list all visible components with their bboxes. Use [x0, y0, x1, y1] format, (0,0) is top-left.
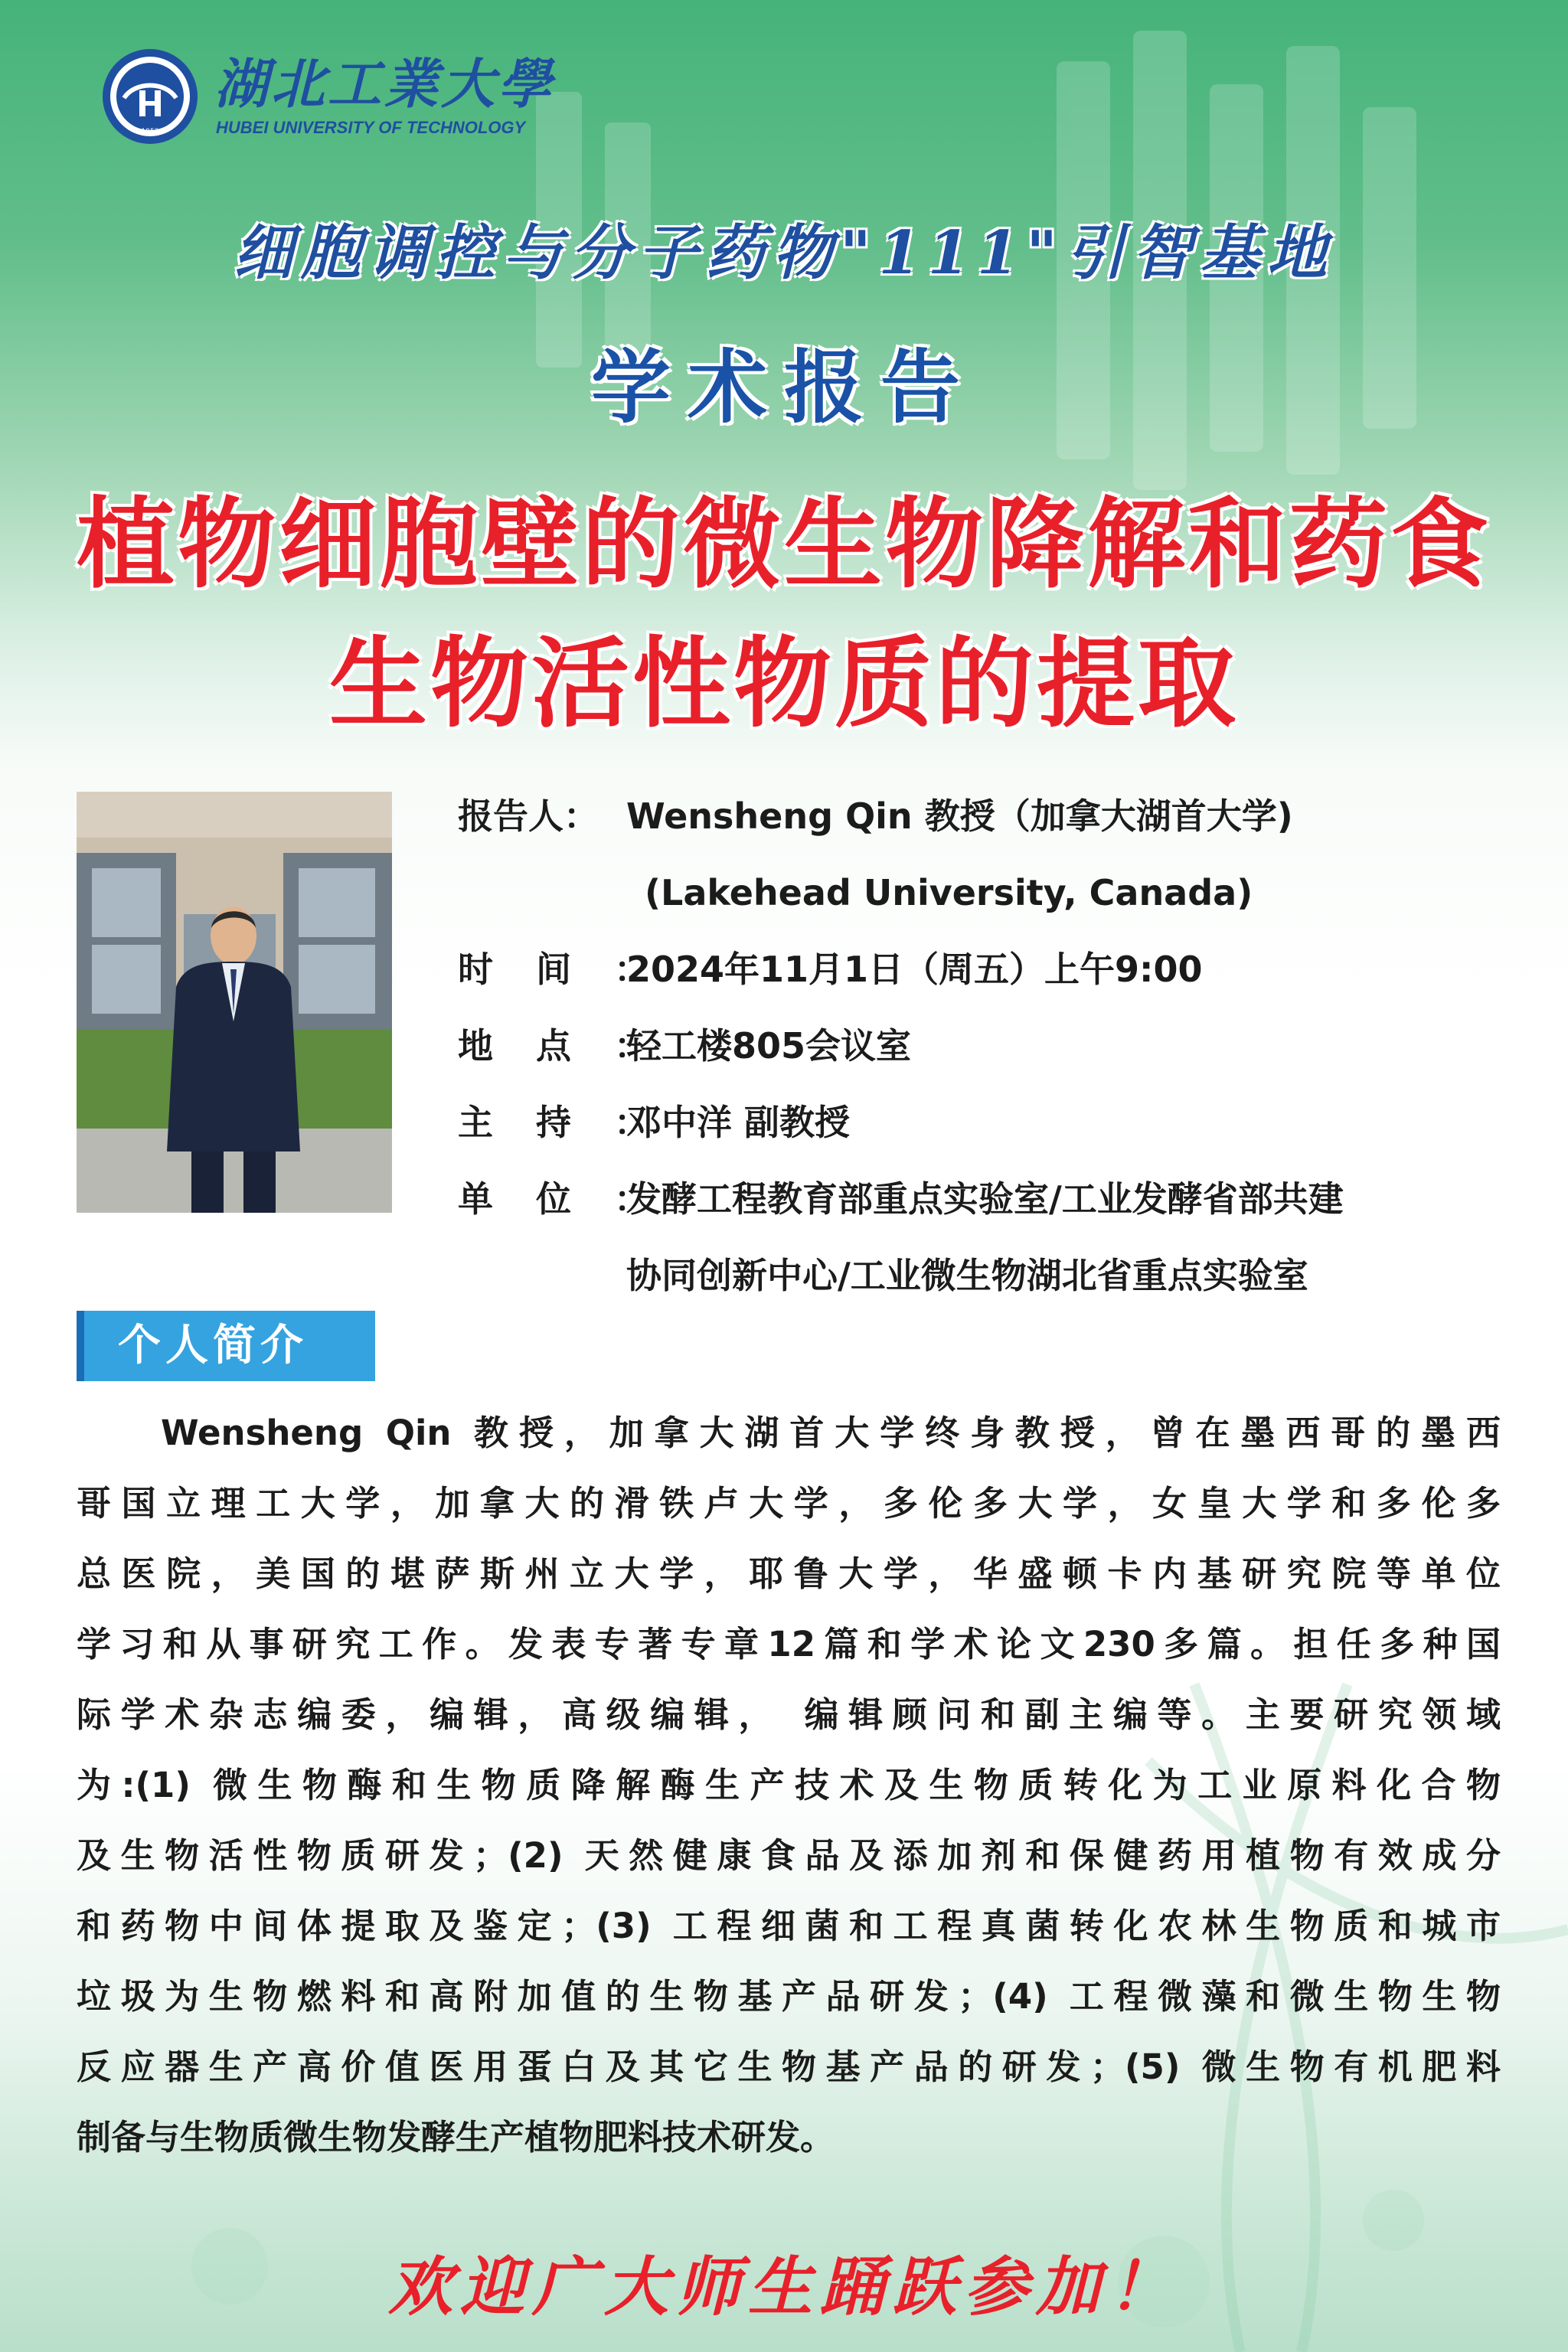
bio-line: 总医院，美国的堪萨斯州立大学，耶鲁大学，华盛顿卡内基研究院等单位 [77, 1553, 1501, 1594]
host-value: 邓中洋 副教授 [626, 1102, 851, 1143]
time-value: 2024年11月1日（周五）上午9:00 [626, 949, 1203, 990]
report-title-line-1: 植物细胞壁的微生物降解和药食 [76, 488, 1491, 602]
bio-line: Wensheng Qin 教授，加拿大湖首大学终身教授，曾在墨西哥的墨西 [161, 1413, 1501, 1453]
unit-value-continued: 协同创新中心/工业微生物湖北省重点实验室 [626, 1255, 1308, 1296]
bio-line: 反应器生产高价值医用蛋白及其它生物基产品的研发；(5) 微生物有机肥料 [77, 2047, 1501, 2087]
report-type-heading: 学术报告 [590, 341, 977, 434]
bio-section-header [77, 1311, 375, 1381]
university-logo [101, 47, 554, 147]
university-seal-icon [101, 47, 199, 145]
speaker-affiliation-en: (Lakehead University, Canada) [645, 872, 1253, 913]
info-speaker [458, 786, 1293, 847]
bio-line: 学习和从事研究工作。发表专著专章12篇和学术论文230多篇。担任多种国 [77, 1624, 1501, 1664]
info-time [458, 939, 1202, 1000]
host-label: 主持： [458, 1102, 692, 1143]
bio-line: 为:(1) 微生物酶和生物质降解酶生产技术及生物质转化为工业原料化合物 [77, 1765, 1501, 1805]
bio-line: 际学术杂志编委，编辑，高级编辑， 编辑顾问和副主编等。主要研究领域 [77, 1694, 1501, 1735]
unit-value: 发酵工程教育部重点实验室/工业发酵省部共建 [626, 1178, 1344, 1220]
speaker-label: 报告人： [458, 795, 599, 837]
bio-header-text: 个人简介 [118, 1321, 308, 1370]
seal-year: 1952 [141, 128, 159, 136]
unit-label: 单位： [458, 1178, 692, 1220]
bio-line: 及生物活性物质研发；(2) 天然健康食品及添加剂和保健药用植物有效成分 [77, 1835, 1501, 1876]
university-name-cn: 湖北工業大學 [214, 52, 554, 116]
time-label: 时间： [458, 949, 692, 990]
info-host [458, 1092, 850, 1153]
bio-line: 垃圾为生物燃料和高附加值的生物基产品研发；(4) 工程微藻和微生物生物 [77, 1976, 1501, 2017]
place-value: 轻工楼805会议室 [626, 1025, 912, 1067]
speaker-value: Wensheng Qin 教授（加拿大湖首大学) [626, 795, 1293, 837]
bio-line: 制备与生物质微生物发酵生产植物肥料技术研发。 [77, 2117, 835, 2158]
info-place [458, 1015, 911, 1076]
welcome-message: 欢迎广大师生踊跃参加！ [387, 2249, 1180, 2324]
bio-line: 和药物中间体提取及鉴定；(3) 工程细菌和工程真菌转化农林生物质和城市 [77, 1906, 1501, 1946]
base-name: 细胞调控与分子药物"111"引智基地 [233, 218, 1335, 288]
info-unit [458, 1168, 1344, 1230]
speaker-photo [77, 792, 392, 1213]
university-name-en: HUBEI UNIVERSITY OF TECHNOLOGY [216, 118, 526, 137]
report-title-line-2: 生物活性物质的提取 [328, 627, 1239, 741]
place-label: 地点： [458, 1025, 692, 1067]
bio-line: 哥国立理工大学，加拿大的滑铁卢大学，多伦多大学，女皇大学和多伦多 [77, 1483, 1501, 1524]
